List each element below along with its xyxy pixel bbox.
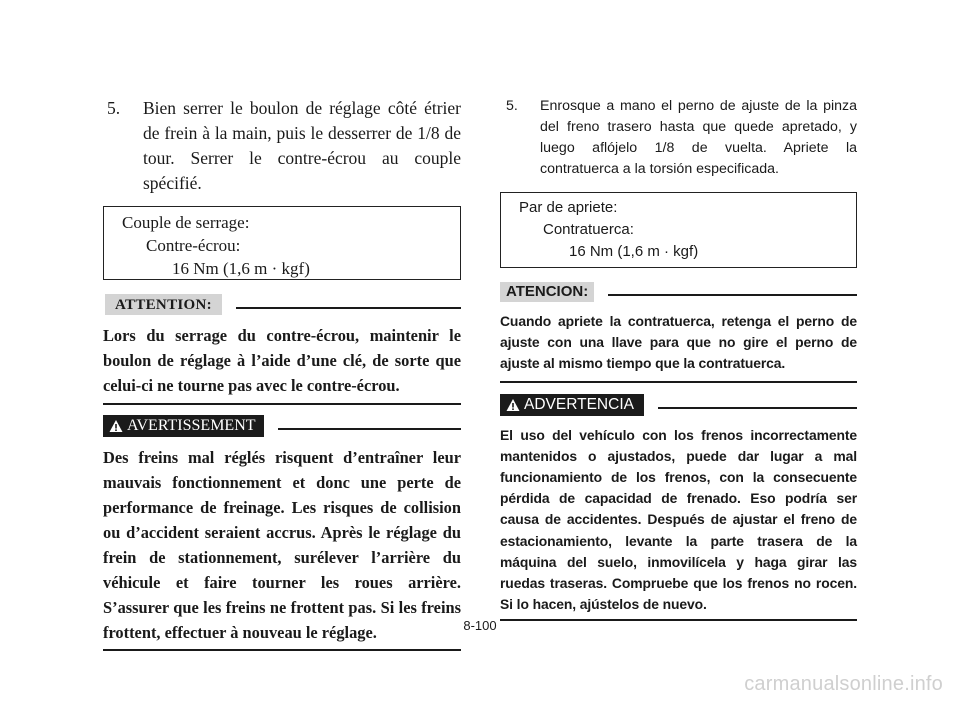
warning-triangle-icon: [506, 398, 520, 412]
heading-rule: [278, 428, 461, 430]
step-number: 5.: [107, 98, 121, 118]
step-number: 5.: [506, 98, 518, 114]
spanish-column: [500, 96, 857, 621]
attention-text: Cuando apriete la contratuerca, retenga el perno de ajuste con una llave para que no gire el perno de ajuste al mismo tiempo que la contratuerca.: [500, 313, 857, 372]
step-5-fr: [103, 96, 461, 196]
watermark: carmanualsonline.info: [744, 673, 943, 695]
torque-item: Contre-écrou:: [146, 236, 241, 255]
warning-badge: [103, 415, 264, 437]
warning-text: El uso del vehículo con los frenos incorrectamente mantenidos o ajustados, puede dar lugar a mal funcionamiento de los frenos, con la consecuente pérdida de capacidad de frenado. Eso podría ser causa de accidentes. Después de ajustar el freno de estacionamiento, levante la parte trasera de la máquina del suelo, inmovilícela y haga girar las ruedas traseras. Compruebe que los frenos no rocen. Si lo hacen, ajústelos de nuevo.: [500, 426, 857, 613]
warning-heading: [500, 394, 857, 416]
warning-triangle-icon: [109, 419, 123, 433]
warning-heading: [103, 415, 461, 437]
section-divider: [500, 381, 857, 383]
torque-spec-box: [500, 192, 857, 268]
warning-label: ADVERTENCIA: [524, 395, 634, 413]
section-divider: [103, 403, 461, 405]
torque-value: 16 Nm (1,6 m · kgf): [172, 259, 310, 278]
warning-label: AVERTISSEMENT: [127, 417, 256, 434]
step-5-es: [500, 96, 857, 180]
step-text: Enrosque a mano el perno de ajuste de la pinza del freno trasero hasta que quede apretado, y luego aflójelo 1/8 de vuelta. Apriete la contratuerca a la torsión especificada.: [540, 98, 857, 177]
heading-rule: [236, 307, 461, 309]
section-divider: [103, 649, 461, 651]
attention-heading: [103, 294, 461, 315]
heading-rule: [608, 294, 857, 296]
torque-item: Contratuerca:: [543, 221, 634, 238]
heading-rule: [658, 407, 857, 409]
attention-heading: [500, 282, 857, 302]
page-number: 8-100: [463, 618, 497, 633]
torque-title: Couple de serrage:: [122, 213, 250, 232]
step-text: Bien serrer le boulon de réglage côté étrier de frein à la main, puis le desserrer de 1/8 de tour. Serrer le contre-écrou au couple spécifié.: [143, 98, 461, 193]
torque-spec-box: [103, 206, 461, 280]
attention-badge: ATENCION:: [500, 282, 594, 302]
warning-badge: [500, 394, 644, 416]
french-column: [103, 96, 461, 651]
attention-badge: ATTENTION:: [105, 294, 222, 315]
warning-text: Des freins mal réglés risquent d’entraîner leur mauvais fonctionnement et donc une perte de performance de freinage. Les risques de collision ou d’accident seraient accrus. Après le réglage du frein de stationnement, surélever l’arrière du véhicule et faire tourner les roues arrière. S’assurer que les freins ne frottent pas. Si les freins frottent, effectuer à nouveau le réglage.: [103, 448, 461, 642]
attention-text: Lors du serrage du contre-écrou, maintenir le boulon de réglage à l’aide d’une clé, de sorte que celui-ci ne tourne pas avec le contre-écrou.: [103, 326, 461, 395]
torque-title: Par de apriete:: [519, 199, 618, 216]
torque-value: 16 Nm (1,6 m · kgf): [569, 243, 699, 260]
